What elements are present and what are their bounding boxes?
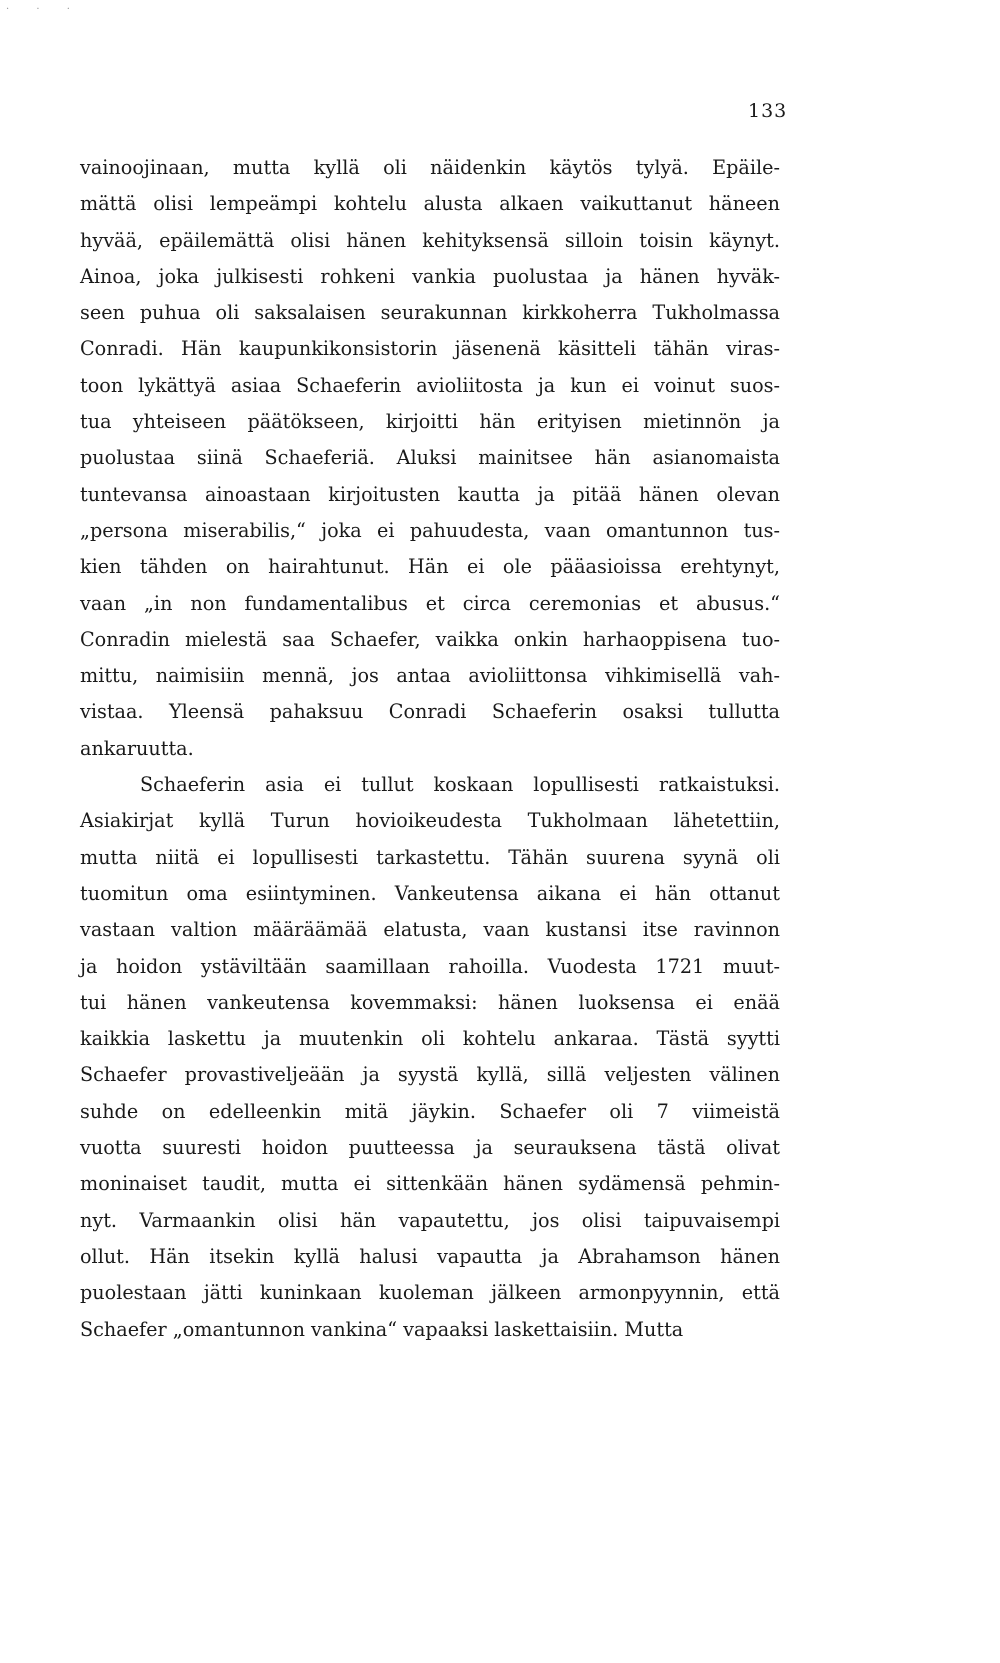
page-number: 133: [748, 100, 788, 122]
text-line: toon lykättyä asiaa Schaeferin avioliitosta ja kun ei voinut suos-: [80, 373, 780, 397]
text-line: moninaiset taudit, mutta ei sittenkään hänen sydämensä pehmin-: [80, 1172, 780, 1196]
text-line: Schaefer provastiveljeään ja syystä kyllä, sillä veljesten välinen: [80, 1063, 780, 1087]
paragraph: [80, 767, 780, 1348]
text-line: ankaruutta.: [80, 736, 194, 760]
text-line: vuotta suuresti hoidon puutteessa ja seurauksena tästä olivat: [80, 1136, 780, 1160]
text-line: hyvää, epäilemättä olisi hänen kehityksensä silloin toisin käynyt.: [80, 228, 780, 252]
text-line: vaan „in non fundamentalibus et circa ceremonias et abusus.“: [80, 591, 780, 615]
paragraph: [80, 150, 780, 767]
scan-specks: · · ·: [6, 4, 82, 15]
text-line: vistaa. Yleensä pahaksuu Conradi Schaeferin osaksi tullutta: [80, 700, 780, 724]
text-line: kaikkia laskettu ja muutenkin oli kohtelu ankaraa. Tästä syytti: [80, 1027, 780, 1051]
text-line: vastaan valtion määräämää elatusta, vaan kustansi itse ravinnon: [80, 918, 780, 942]
text-line: ja hoidon ystäviltään saamillaan rahoilla. Vuodesta 1721 muut-: [80, 954, 780, 978]
text-line: Ainoa, joka julkisesti rohkeni vankia puolustaa ja hänen hyväk-: [80, 264, 780, 288]
text-line: Schaefer „omantunnon vankina“ vapaaksi laskettaisiin. Mutta: [80, 1317, 684, 1341]
text-line: seen puhua oli saksalaisen seurakunnan kirkkoherra Tukholmassa: [80, 301, 780, 325]
text-line: „persona miserabilis,“ joka ei pahuudesta, vaan omantunnon tus-: [80, 518, 780, 542]
text-line: ollut. Hän itsekin kyllä halusi vapautta ja Abrahamson hänen: [80, 1244, 780, 1268]
text-line: tua yhteiseen päätökseen, kirjoitti hän erityisen mietinnön ja: [80, 410, 780, 434]
text-line: tuomitun oma esiintyminen. Vankeutensa aikana ei hän ottanut: [80, 881, 780, 905]
text-line: Asiakirjat kyllä Turun hovioikeudesta Tukholmaan lähetettiin,: [80, 809, 780, 833]
text-line: nyt. Varmaankin olisi hän vapautettu, jos olisi taipuvaisempi: [80, 1208, 780, 1232]
text-line: mättä olisi lempeämpi kohtelu alusta alkaen vaikuttanut häneen: [80, 192, 780, 216]
text-line: Conradi. Hän kaupunkikonsistorin jäsenenä käsitteli tähän viras-: [80, 337, 780, 361]
text-line: vainoojinaan, mutta kyllä oli näidenkin käytös tylyä. Epäile-: [80, 156, 780, 179]
text-line: puolustaa siinä Schaeferiä. Aluksi mainitsee hän asianomaista: [80, 446, 780, 470]
text-line: Conradin mielestä saa Schaefer, vaikka onkin harhaoppisena tuo-: [80, 627, 780, 651]
text-line: Schaeferin asia ei tullut koskaan lopullisesti ratkaistuksi.: [140, 773, 780, 797]
text-line: kien tähden on hairahtunut. Hän ei ole pääasioissa erehtynyt,: [80, 555, 780, 579]
body-text: [80, 150, 780, 1348]
text-line: tuntevansa ainoastaan kirjoitusten kautta ja pitää hänen olevan: [80, 482, 780, 506]
text-line: tui hänen vankeutensa kovemmaksi: hänen luoksensa ei enää: [80, 990, 780, 1014]
text-line: suhde on edelleenkin mitä jäykin. Schaefer oli 7 viimeistä: [80, 1099, 780, 1123]
text-line: mutta niitä ei lopullisesti tarkastettu. Tähän suurena syynä oli: [80, 845, 780, 869]
text-line: mittu, naimisiin mennä, jos antaa avioliittonsa vihkimisellä vah-: [80, 664, 780, 688]
text-line: puolestaan jätti kuninkaan kuoleman jälkeen armonpyynnin, että: [80, 1281, 780, 1305]
